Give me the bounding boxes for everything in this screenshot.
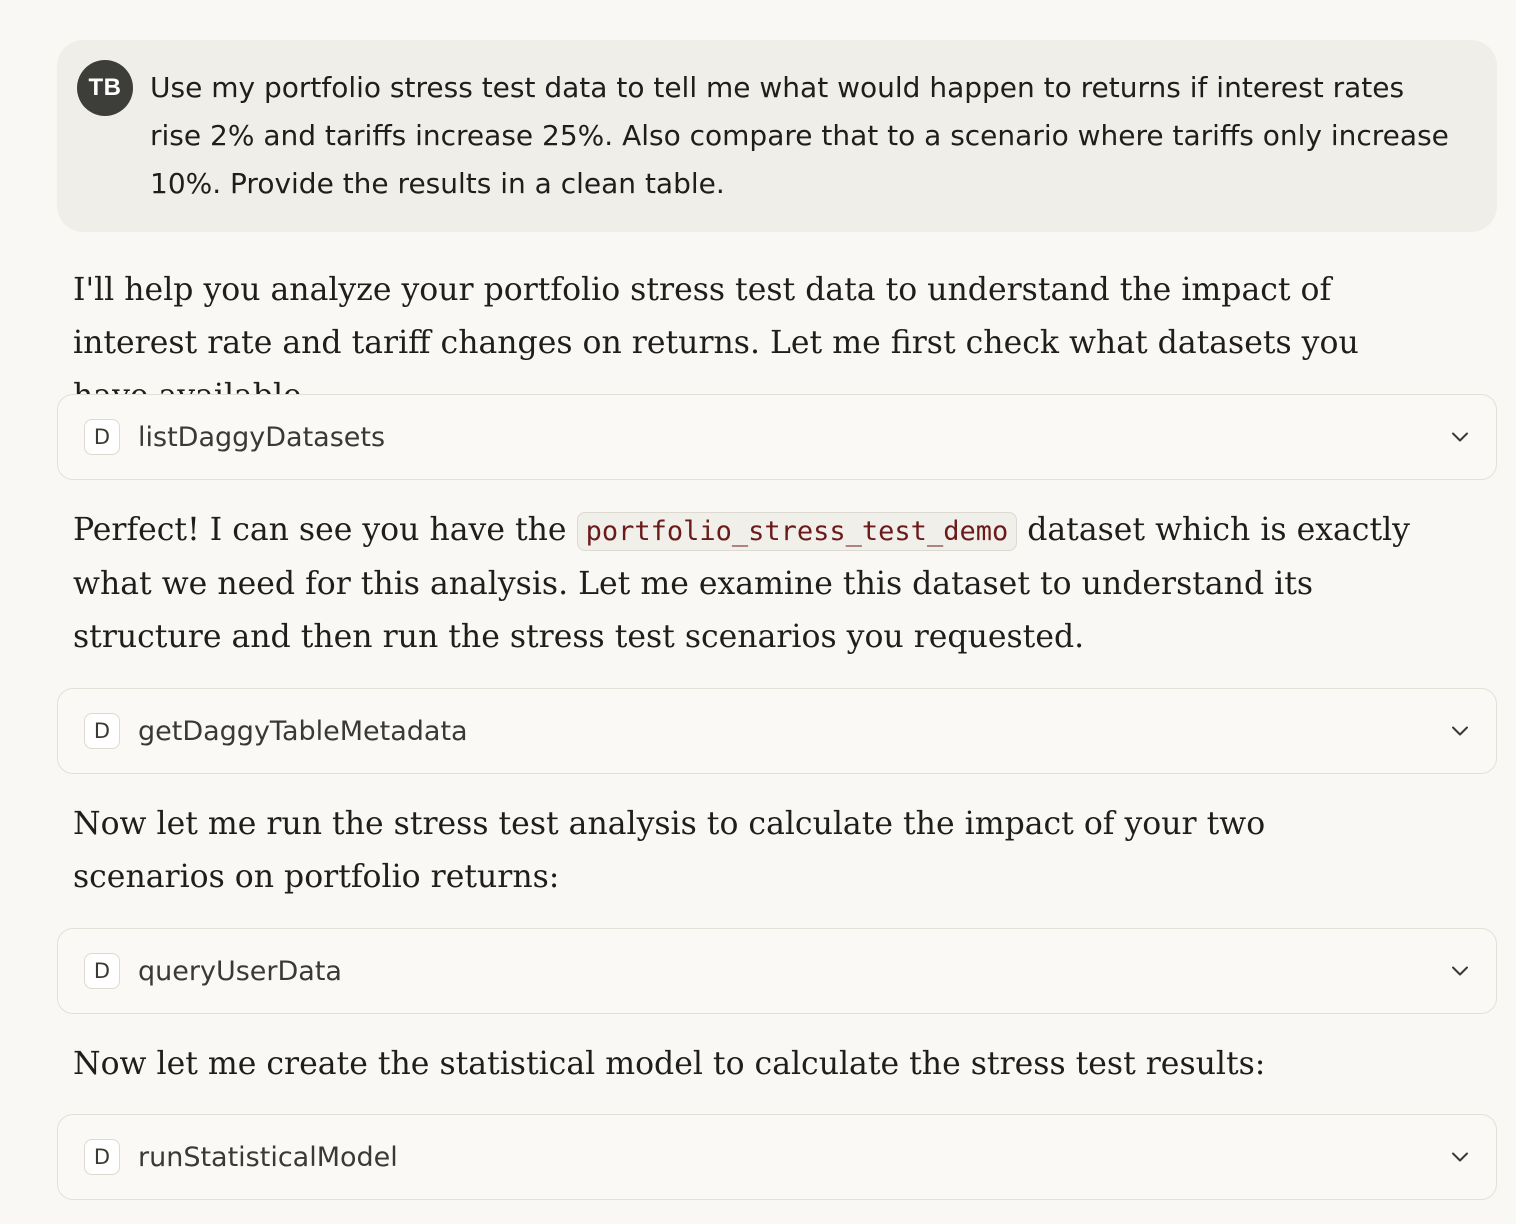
tool-card-table-metadata[interactable]	[57, 688, 1497, 774]
tool-card-list-datasets[interactable]	[57, 394, 1497, 480]
user-avatar[interactable]: TB	[77, 60, 133, 116]
tool-badge: D	[84, 419, 120, 455]
chevron-down-icon	[1448, 959, 1472, 983]
chevron-down-icon	[1448, 425, 1472, 449]
paragraph-text: dataset which is exactly what we need for this analysis. Let me examine this dataset to understand its structure and then run the stress test scenarios you requested.	[73, 512, 1410, 655]
paragraph-text: Perfect! I can see you have the	[73, 512, 567, 548]
tool-badge: D	[84, 1139, 120, 1175]
user-message	[57, 40, 1497, 232]
chevron-down-icon	[1448, 1145, 1472, 1169]
chevron-down-icon	[1448, 719, 1472, 743]
dataset-name-code: portfolio_stress_test_demo	[577, 512, 1018, 551]
assistant-paragraph-3: Now let me run the stress test analysis to calculate the impact of your two scenarios on portfolio returns:	[73, 806, 1266, 895]
tool-card-query-user-data[interactable]	[57, 928, 1497, 1014]
tool-badge: D	[84, 713, 120, 749]
assistant-paragraph-4: Now let me create the statistical model to calculate the stress test results:	[73, 1046, 1266, 1082]
tool-card-statistical-model[interactable]	[57, 1114, 1497, 1200]
assistant-paragraph-2	[73, 504, 1423, 664]
tool-name: runStatisticalModel	[138, 1141, 398, 1173]
assistant-paragraph-1: I'll help you analyze your portfolio stress test data to understand the impact of interest rate and tariff changes on returns. Let me first check what datasets you	[73, 272, 1359, 361]
tool-badge: D	[84, 953, 120, 989]
tool-name: getDaggyTableMetadata	[138, 715, 468, 747]
tool-name: queryUserData	[138, 955, 342, 987]
user-message-text: Use my portfolio stress test data to tell me what would happen to returns if interest rates rise 2% and tariffs increase 25%. Also compare that to a scenario where tariffs only increase 10%. Provide the results in a clean table.	[150, 71, 1449, 200]
tool-name: listDaggyDatasets	[138, 421, 386, 453]
